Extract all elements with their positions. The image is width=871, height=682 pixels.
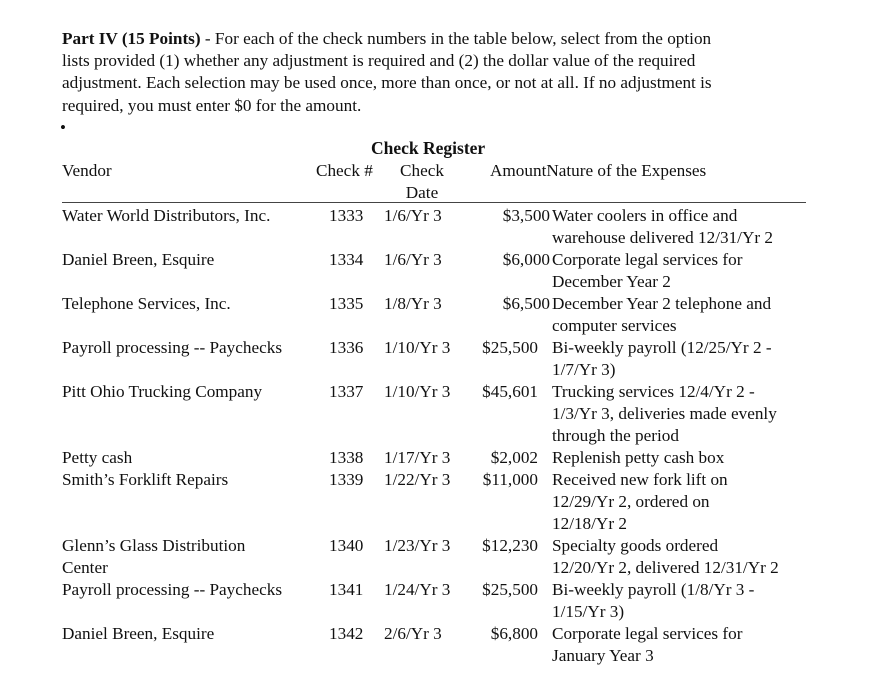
- nature-cell: Replenish petty cash box: [552, 448, 725, 467]
- header-amount-nature: AmountNature of the Expenses: [490, 161, 707, 180]
- check-date-cell: 1/6/Yr 3: [384, 206, 442, 225]
- vendor-cell: Daniel Breen, Esquire: [62, 624, 215, 643]
- nature-cell: Corporate legal services for December Year 2: [552, 250, 743, 291]
- check-date-cell: 1/22/Yr 3: [384, 470, 451, 489]
- part-heading: Part IV (15 Points): [62, 29, 201, 48]
- vendor-cell: Daniel Breen, Esquire: [62, 250, 215, 269]
- vendor-cell: Telephone Services, Inc.: [62, 294, 231, 313]
- check-date-cell: 1/10/Yr 3: [384, 382, 451, 401]
- nature-cell: Specialty goods ordered 12/20/Yr 2, delivered 12/31/Yr 2: [552, 536, 779, 577]
- amount-cell: $3,500: [502, 206, 550, 225]
- instructions-line-4: required, you must enter $0 for the amount.: [62, 95, 362, 115]
- vendor-cell: Payroll processing -- Paychecks: [62, 338, 283, 357]
- header-check-date-line-2: Date: [405, 183, 439, 202]
- vendor-cell: Smith’s Forklift Repairs: [62, 470, 229, 489]
- nature-cell: Bi-weekly payroll (12/25/Yr 2 - 1/7/Yr 3): [552, 338, 772, 379]
- header-check-date-line-1: Check: [400, 161, 444, 180]
- nature-cell: Trucking services 12/4/Yr 2 - 1/3/Yr 3, deliveries made evenly through the period: [552, 382, 777, 445]
- check-number-cell: 1340: [329, 536, 364, 555]
- vendor-cell: Payroll processing -- Paychecks: [62, 580, 283, 599]
- check-number-cell: 1341: [329, 580, 364, 599]
- instructions-line-3: adjustment. Each selection may be used once, more than once, or not at all. If no adjustment is: [62, 73, 712, 93]
- bullet-point: •: [60, 118, 66, 137]
- nature-cell: December Year 2 telephone and computer services: [552, 294, 772, 335]
- check-number-cell: 1337: [329, 382, 364, 401]
- header-check-date: [397, 160, 447, 204]
- check-date-cell: 1/23/Yr 3: [384, 536, 451, 555]
- nature-cell: Water coolers in office and warehouse delivered 12/31/Yr 2: [552, 206, 773, 247]
- nature-cell: Corporate legal services for January Year 3: [552, 624, 743, 665]
- check-date-cell: 2/6/Yr 3: [384, 624, 442, 643]
- check-date-cell: 1/17/Yr 3: [384, 448, 451, 467]
- vendor-cell: Pitt Ohio Trucking Company: [62, 382, 263, 401]
- instructions-line-1: [62, 28, 822, 50]
- check-date-cell: 1/24/Yr 3: [384, 580, 451, 599]
- check-number-cell: 1338: [329, 448, 364, 467]
- check-number-cell: 1334: [329, 250, 364, 269]
- amount-cell: $2,002: [490, 448, 538, 467]
- amount-cell: $25,500: [482, 338, 538, 357]
- amount-cell: $6,500: [502, 294, 550, 313]
- check-date-cell: 1/8/Yr 3: [384, 294, 442, 313]
- amount-cell: $6,000: [502, 250, 550, 269]
- check-number-cell: 1335: [329, 294, 364, 313]
- instructions-line-2: lists provided (1) whether any adjustment is required and (2) the dollar value of the required: [62, 51, 696, 71]
- nature-cell: Received new fork lift on 12/29/Yr 2, ordered on 12/18/Yr 2: [552, 470, 728, 533]
- check-number-cell: 1342: [329, 624, 364, 643]
- nature-cell: Bi-weekly payroll (1/8/Yr 3 - 1/15/Yr 3): [552, 580, 755, 621]
- header-vendor: Vendor: [62, 161, 112, 180]
- amount-cell: $12,230: [482, 536, 538, 555]
- header-divider: [62, 202, 806, 203]
- amount-cell: $45,601: [482, 382, 538, 401]
- amount-cell: $25,500: [482, 580, 538, 599]
- check-date-cell: 1/10/Yr 3: [384, 338, 451, 357]
- amount-cell: $11,000: [482, 470, 538, 489]
- amount-cell: $6,800: [490, 624, 538, 643]
- check-number-cell: 1336: [329, 338, 364, 357]
- header-check-number: Check #: [316, 161, 373, 180]
- instructions-text-1: - For each of the check numbers in the table below, select from the option: [200, 29, 712, 48]
- check-number-cell: 1339: [329, 470, 364, 489]
- instructions: [62, 28, 822, 117]
- register-title: Check Register: [371, 138, 486, 158]
- vendor-cell: Glenn’s Glass Distribution Center: [62, 536, 246, 577]
- check-date-cell: 1/6/Yr 3: [384, 250, 442, 269]
- vendor-cell: Petty cash: [62, 448, 133, 467]
- check-number-cell: 1333: [329, 206, 364, 225]
- vendor-cell: Water World Distributors, Inc.: [62, 206, 271, 225]
